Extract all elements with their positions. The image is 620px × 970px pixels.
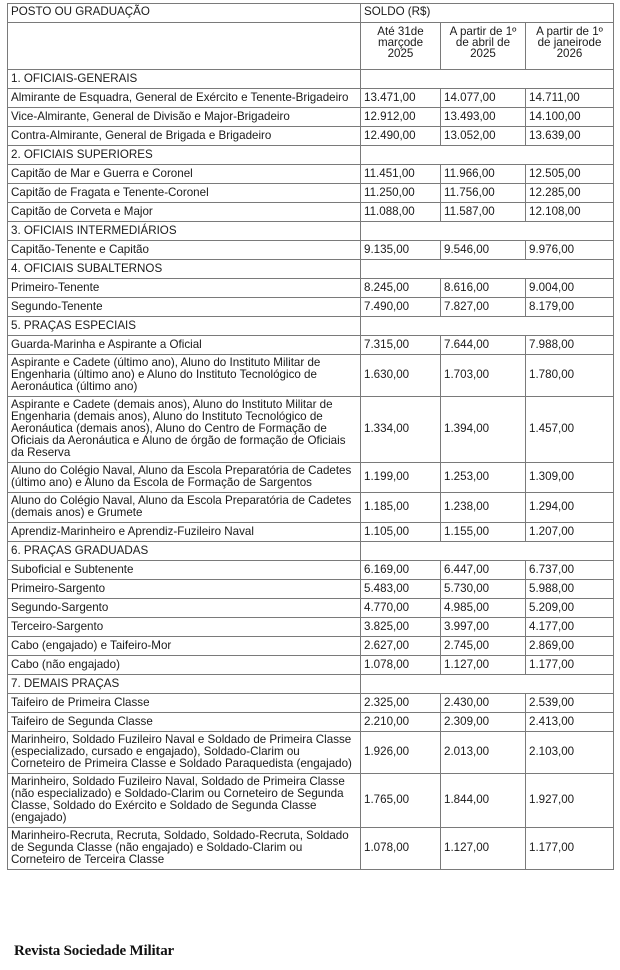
table-row	[8, 127, 614, 146]
section-title: 2. OFICIAIS SUPERIORES	[8, 146, 361, 165]
soldo-marco-2025-cell: 1.765,00	[361, 774, 441, 828]
section-blank-cell	[361, 146, 614, 165]
section-blank-cell	[361, 260, 614, 279]
posto-cell: Primeiro-Tenente	[8, 279, 361, 298]
section-row	[8, 146, 614, 165]
section-title: 6. PRAÇAS GRADUADAS	[8, 542, 361, 561]
posto-cell: Primeiro-Sargento	[8, 580, 361, 599]
soldo-marco-2025-cell: 11.451,00	[361, 165, 441, 184]
table-row	[8, 463, 614, 493]
table-row	[8, 713, 614, 732]
table-row	[8, 694, 614, 713]
soldo-abril-2025-cell: 2.430,00	[441, 694, 526, 713]
soldo-abril-2025-cell: 1.703,00	[441, 355, 526, 397]
posto-cell: Guarda-Marinha e Aspirante a Oficial	[8, 336, 361, 355]
posto-cell: Marinheiro, Soldado Fuzileiro Naval, Soldado de Primeira Classe (não especializado) e Soldado-Clarim ou Corneteiro de Segunda Classe, Soldado do Exército e Soldado de Segunda Classe (engajado)	[8, 774, 361, 828]
soldo-janeiro-2026-cell: 1.780,00	[526, 355, 614, 397]
section-blank-cell	[361, 675, 614, 694]
posto-cell: Almirante de Esquadra, General de Exército e Tenente-Brigadeiro	[8, 89, 361, 108]
soldo-marco-2025-cell: 7.490,00	[361, 298, 441, 317]
soldo-janeiro-2026-cell: 1.177,00	[526, 656, 614, 675]
soldo-marco-2025-cell: 7.315,00	[361, 336, 441, 355]
soldo-janeiro-2026-cell: 12.108,00	[526, 203, 614, 222]
posto-header: POSTO OU GRADUAÇÃO	[8, 4, 361, 23]
soldo-abril-2025-cell: 2.013,00	[441, 732, 526, 774]
soldo-abril-2025-cell: 1.253,00	[441, 463, 526, 493]
soldo-janeiro-2026-cell: 2.103,00	[526, 732, 614, 774]
table-row	[8, 89, 614, 108]
table-row	[8, 355, 614, 397]
section-row	[8, 317, 614, 336]
soldo-abril-2025-cell: 9.546,00	[441, 241, 526, 260]
soldo-abril-2025-cell: 13.493,00	[441, 108, 526, 127]
posto-cell: Aluno do Colégio Naval, Aluno da Escola Preparatória de Cadetes (último ano) e Aluno da Escola de Formação de Sargentos	[8, 463, 361, 493]
col-header-janeiro-2026: A partir de 1º de janeirode 2026	[526, 23, 614, 70]
soldo-janeiro-2026-cell: 1.309,00	[526, 463, 614, 493]
posto-cell: Suboficial e Subtenente	[8, 561, 361, 580]
soldo-marco-2025-cell: 1.105,00	[361, 523, 441, 542]
soldo-janeiro-2026-cell: 2.539,00	[526, 694, 614, 713]
source-caption: Revista Sociedade Militar	[14, 943, 174, 959]
soldo-abril-2025-cell: 4.985,00	[441, 599, 526, 618]
soldo-marco-2025-cell: 12.912,00	[361, 108, 441, 127]
soldo-marco-2025-cell: 3.825,00	[361, 618, 441, 637]
posto-cell: Cabo (não engajado)	[8, 656, 361, 675]
soldo-marco-2025-cell: 2.627,00	[361, 637, 441, 656]
posto-cell: Vice-Almirante, General de Divisão e Major-Brigadeiro	[8, 108, 361, 127]
soldo-abril-2025-cell: 1.844,00	[441, 774, 526, 828]
table-row	[8, 618, 614, 637]
soldo-marco-2025-cell: 4.770,00	[361, 599, 441, 618]
posto-cell: Aluno do Colégio Naval, Aluno da Escola Preparatória de Cadetes (demais anos) e Grumete	[8, 493, 361, 523]
soldo-abril-2025-cell: 1.394,00	[441, 397, 526, 463]
soldo-marco-2025-cell: 8.245,00	[361, 279, 441, 298]
posto-cell: Contra-Almirante, General de Brigada e Brigadeiro	[8, 127, 361, 146]
table-row	[8, 397, 614, 463]
table-row	[8, 203, 614, 222]
section-title: 7. DEMAIS PRAÇAS	[8, 675, 361, 694]
section-title: 3. OFICIAIS INTERMEDIÁRIOS	[8, 222, 361, 241]
soldo-table	[7, 3, 614, 870]
soldo-janeiro-2026-cell: 4.177,00	[526, 618, 614, 637]
table-row	[8, 523, 614, 542]
table-row	[8, 279, 614, 298]
soldo-abril-2025-cell: 1.155,00	[441, 523, 526, 542]
posto-cell: Aprendiz-Marinheiro e Aprendiz-Fuzileiro Naval	[8, 523, 361, 542]
soldo-janeiro-2026-cell: 1.927,00	[526, 774, 614, 828]
posto-cell: Capitão de Corveta e Major	[8, 203, 361, 222]
soldo-marco-2025-cell: 1.926,00	[361, 732, 441, 774]
soldo-janeiro-2026-cell: 1.177,00	[526, 828, 614, 870]
soldo-abril-2025-cell: 1.127,00	[441, 828, 526, 870]
soldo-abril-2025-cell: 11.756,00	[441, 184, 526, 203]
soldo-marco-2025-cell: 1.199,00	[361, 463, 441, 493]
section-blank-cell	[361, 70, 614, 89]
soldo-janeiro-2026-cell: 9.976,00	[526, 241, 614, 260]
section-blank-cell	[361, 222, 614, 241]
table-row	[8, 184, 614, 203]
soldo-marco-2025-cell: 9.135,00	[361, 241, 441, 260]
section-row	[8, 70, 614, 89]
soldo-marco-2025-cell: 1.334,00	[361, 397, 441, 463]
soldo-header: SOLDO (R$)	[361, 4, 614, 23]
header-row-top	[8, 4, 614, 23]
soldo-abril-2025-cell: 13.052,00	[441, 127, 526, 146]
table-row	[8, 656, 614, 675]
soldo-janeiro-2026-cell: 5.988,00	[526, 580, 614, 599]
soldo-janeiro-2026-cell: 1.207,00	[526, 523, 614, 542]
posto-cell: Capitão de Mar e Guerra e Coronel	[8, 165, 361, 184]
soldo-janeiro-2026-cell: 1.457,00	[526, 397, 614, 463]
table-row	[8, 561, 614, 580]
soldo-marco-2025-cell: 11.088,00	[361, 203, 441, 222]
posto-cell: Marinheiro, Soldado Fuzileiro Naval e Soldado de Primeira Classe (especializado, cursado e engajado), Soldado-Clarim ou Corneteiro de Primeira Classe e Soldado Paraquedista (engajado)	[8, 732, 361, 774]
table-row	[8, 774, 614, 828]
table-row	[8, 165, 614, 184]
posto-cell: Aspirante e Cadete (demais anos), Aluno do Instituto Militar de Engenharia (demais anos), Aluno do Instituto Tecnológico de Aeronáutica (demais anos), Aluno do Centro de Formação de Oficiais da Aeronáutica e Aluno de órgão de formação de Oficiais da Reserva	[8, 397, 361, 463]
table-row	[8, 493, 614, 523]
soldo-marco-2025-cell: 1.078,00	[361, 656, 441, 675]
soldo-janeiro-2026-cell: 14.711,00	[526, 89, 614, 108]
soldo-marco-2025-cell: 13.471,00	[361, 89, 441, 108]
soldo-abril-2025-cell: 7.827,00	[441, 298, 526, 317]
soldo-marco-2025-cell: 2.210,00	[361, 713, 441, 732]
posto-cell: Capitão de Fragata e Tenente-Coronel	[8, 184, 361, 203]
posto-cell: Taifeiro de Segunda Classe	[8, 713, 361, 732]
soldo-janeiro-2026-cell: 2.869,00	[526, 637, 614, 656]
soldo-abril-2025-cell: 2.745,00	[441, 637, 526, 656]
table-row	[8, 637, 614, 656]
table-row	[8, 599, 614, 618]
soldo-janeiro-2026-cell: 7.988,00	[526, 336, 614, 355]
soldo-janeiro-2026-cell: 12.505,00	[526, 165, 614, 184]
section-title: 5. PRAÇAS ESPECIAIS	[8, 317, 361, 336]
section-row	[8, 260, 614, 279]
soldo-abril-2025-cell: 5.730,00	[441, 580, 526, 599]
soldo-marco-2025-cell: 6.169,00	[361, 561, 441, 580]
table-row	[8, 828, 614, 870]
section-row	[8, 675, 614, 694]
soldo-janeiro-2026-cell: 12.285,00	[526, 184, 614, 203]
soldo-abril-2025-cell: 7.644,00	[441, 336, 526, 355]
soldo-marco-2025-cell: 1.630,00	[361, 355, 441, 397]
soldo-abril-2025-cell: 11.966,00	[441, 165, 526, 184]
soldo-marco-2025-cell: 11.250,00	[361, 184, 441, 203]
soldo-janeiro-2026-cell: 6.737,00	[526, 561, 614, 580]
posto-cell: Aspirante e Cadete (último ano), Aluno do Instituto Militar de Engenharia (último ano) e Aluno do Instituto Tecnológico de Aeronáutica (último ano)	[8, 355, 361, 397]
soldo-abril-2025-cell: 3.997,00	[441, 618, 526, 637]
table-row	[8, 298, 614, 317]
soldo-janeiro-2026-cell: 8.179,00	[526, 298, 614, 317]
col-header-marco-2025: Até 31de marçode 2025	[361, 23, 441, 70]
soldo-abril-2025-cell: 14.077,00	[441, 89, 526, 108]
soldo-marco-2025-cell: 1.185,00	[361, 493, 441, 523]
soldo-abril-2025-cell: 11.587,00	[441, 203, 526, 222]
table-row	[8, 241, 614, 260]
section-row	[8, 542, 614, 561]
posto-cell: Marinheiro-Recruta, Recruta, Soldado, Soldado-Recruta, Soldado de Segunda Classe (não engajado) e Soldado-Clarim ou Corneteiro de Terceira Classe	[8, 828, 361, 870]
soldo-janeiro-2026-cell: 1.294,00	[526, 493, 614, 523]
soldo-janeiro-2026-cell: 9.004,00	[526, 279, 614, 298]
soldo-marco-2025-cell: 12.490,00	[361, 127, 441, 146]
header-row-dates	[8, 23, 614, 70]
section-blank-cell	[361, 542, 614, 561]
soldo-abril-2025-cell: 8.616,00	[441, 279, 526, 298]
posto-cell: Taifeiro de Primeira Classe	[8, 694, 361, 713]
soldo-marco-2025-cell: 1.078,00	[361, 828, 441, 870]
section-row	[8, 222, 614, 241]
soldo-janeiro-2026-cell: 2.413,00	[526, 713, 614, 732]
table-row	[8, 108, 614, 127]
soldo-marco-2025-cell: 2.325,00	[361, 694, 441, 713]
posto-cell: Terceiro-Sargento	[8, 618, 361, 637]
soldo-janeiro-2026-cell: 14.100,00	[526, 108, 614, 127]
soldo-abril-2025-cell: 6.447,00	[441, 561, 526, 580]
table-row	[8, 732, 614, 774]
table-row	[8, 580, 614, 599]
salary-table-document	[7, 3, 613, 870]
table-row	[8, 336, 614, 355]
col-header-abril-2025: A partir de 1º de abril de 2025	[441, 23, 526, 70]
posto-cell: Cabo (engajado) e Taifeiro-Mor	[8, 637, 361, 656]
soldo-marco-2025-cell: 5.483,00	[361, 580, 441, 599]
posto-cell: Segundo-Sargento	[8, 599, 361, 618]
soldo-janeiro-2026-cell: 13.639,00	[526, 127, 614, 146]
section-title: 4. OFICIAIS SUBALTERNOS	[8, 260, 361, 279]
soldo-janeiro-2026-cell: 5.209,00	[526, 599, 614, 618]
soldo-abril-2025-cell: 1.238,00	[441, 493, 526, 523]
posto-cell: Capitão-Tenente e Capitão	[8, 241, 361, 260]
soldo-abril-2025-cell: 1.127,00	[441, 656, 526, 675]
table-body	[8, 70, 614, 870]
section-blank-cell	[361, 317, 614, 336]
section-title: 1. OFICIAIS-GENERAIS	[8, 70, 361, 89]
posto-header-blank	[8, 23, 361, 70]
posto-cell: Segundo-Tenente	[8, 298, 361, 317]
soldo-abril-2025-cell: 2.309,00	[441, 713, 526, 732]
